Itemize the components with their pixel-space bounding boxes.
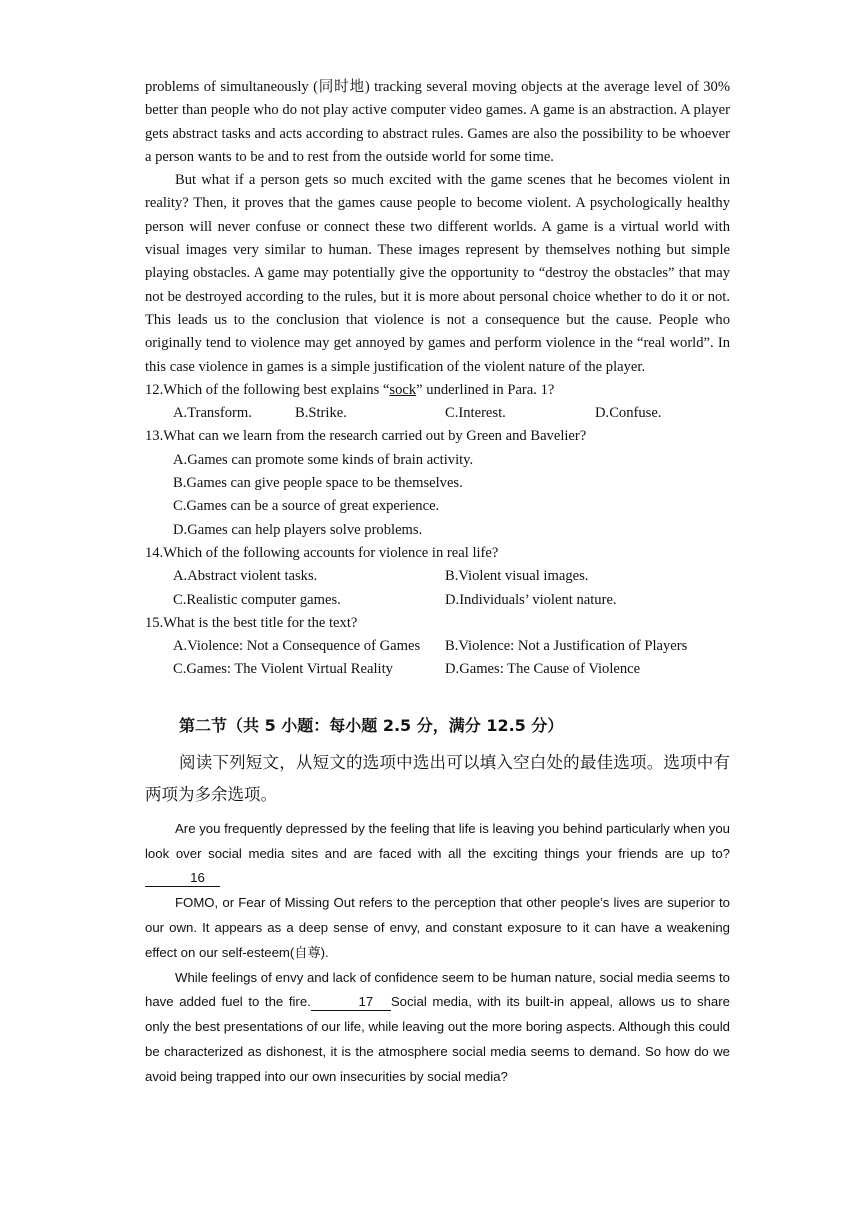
blank-17[interactable]: 17 [311, 994, 391, 1011]
exam-page [145, 76, 730, 1089]
underlined-word: sock [389, 381, 417, 398]
question-12-stem [145, 379, 730, 402]
passage-paragraph-1-continued: problems of simultaneously (同时地) tracking several moving objects at the average level of 30% better than people who do not play active computer video games. A game is an abstraction. A player gets abstract tasks and acts according to abstract rules. Games are also the possibility to be whoever a person wants to be and to rest from the outside world for some time. [145, 79, 730, 165]
option-b[interactable]: B.Strike. [295, 405, 347, 422]
option-c[interactable]: C.Interest. [445, 405, 506, 422]
option-c[interactable]: C.Games can be a source of great experience. [173, 498, 440, 515]
question-15-stem: 15.What is the best title for the text? [145, 614, 358, 631]
question-14 [145, 542, 730, 612]
option-d[interactable]: D.Confuse. [595, 405, 662, 422]
question-15 [145, 612, 730, 682]
option-c[interactable]: C.Realistic computer games. [173, 591, 341, 608]
section-instruction: 阅读下列短文，从短文的选项中选出可以填入空白处的最佳选项。选项中有两项为多余选项。 [145, 752, 730, 804]
option-a[interactable]: A.Violence: Not a Consequence of Games [173, 638, 421, 655]
question-15-options-row-2 [145, 658, 730, 681]
reading-passage [145, 76, 730, 682]
option-b[interactable]: B.Violent visual images. [445, 568, 589, 585]
option-a[interactable]: A.Games can promote some kinds of brain activity. [173, 451, 474, 468]
question-13-stem: 13.What can we learn from the research carried out by Green and Bavelier? [145, 428, 587, 445]
cloze-paragraph-3 [145, 966, 730, 1090]
option-d[interactable]: D.Games can help players solve problems. [173, 521, 423, 538]
question-14-options-row-2 [145, 589, 730, 612]
question-13 [145, 425, 730, 541]
option-b[interactable]: B.Violence: Not a Justification of Players [445, 638, 688, 655]
cloze-paragraph-1 [145, 817, 730, 891]
question-14-stem: 14.Which of the following accounts for violence in real life? [145, 544, 499, 561]
passage-paragraph-2: But what if a person gets so much excited with the game scenes that he becomes violent in reality? Then, it proves that the games cause people to become violent. A psychologically healthy person will never confuse or connect these two different worlds. A game is a virtual world with visual images very similar to human. These images represent by themselves nothing but simple playing obstacles. A game may potentially give the opportunity to “destroy the obstacles” that may not be destroyed according to the rules, but it is more about personal choice whether to do it or not. This leads us to the conclusion that violence is not a consequence but the cause. People who originally tend to violence may get annoyed by games and perform violence in the “real world”. In this case violence in games is a simple justification of the violent nature of the player. [145, 172, 730, 375]
section-heading: 第二节（共 5 小题：每小题 2.5 分，满分 12.5 分） [179, 715, 564, 735]
cloze-paragraph-1-text: Are you frequently depressed by the feeling that life is leaving you behind particularly when you look over social media sites and are faced with all the exciting things your friends are up to? [145, 820, 730, 861]
option-d[interactable]: D.Games: The Cause of Violence [445, 661, 641, 678]
option-a[interactable]: A.Transform. [173, 405, 252, 422]
question-12-options [145, 402, 730, 425]
question-12-stem-prefix: 12.Which of the following best explains “ [145, 381, 390, 398]
cloze-paragraph-2: FOMO, or Fear of Missing Out refers to the perception that other people’s lives are superior to our own. It appears as a deep sense of envy, and constant exposure to it can have a weakening effect on our self-esteem(自尊). [145, 895, 730, 960]
question-15-options-row-1 [145, 635, 730, 658]
question-12-stem-suffix: ” underlined in Para. 1? [416, 381, 555, 398]
cloze-passage [145, 817, 730, 1090]
question-14-options-row-1 [145, 565, 730, 588]
option-c[interactable]: C.Games: The Violent Virtual Reality [173, 661, 393, 678]
option-d[interactable]: D.Individuals’ violent nature. [445, 591, 617, 608]
question-12 [145, 379, 730, 426]
option-a[interactable]: A.Abstract violent tasks. [173, 568, 318, 585]
option-b[interactable]: B.Games can give people space to be themselves. [173, 475, 463, 492]
cloze-paragraph-3-text-b: Social media, with its built-in appeal, allows us to share only the best presentations of our life, while leaving out the more boring aspects. Although this could be characterized as dishonest, it is the atmosphere social media seems to demand. So how do we avoid being trapped into our own insecurities by social media? [145, 994, 730, 1084]
blank-16[interactable]: 16 [145, 870, 220, 887]
cloze-paragraph-3-text-a: While feelings of envy and lack of confidence seem to be human nature, social media seems to have added fuel to the fire. [145, 969, 730, 1010]
